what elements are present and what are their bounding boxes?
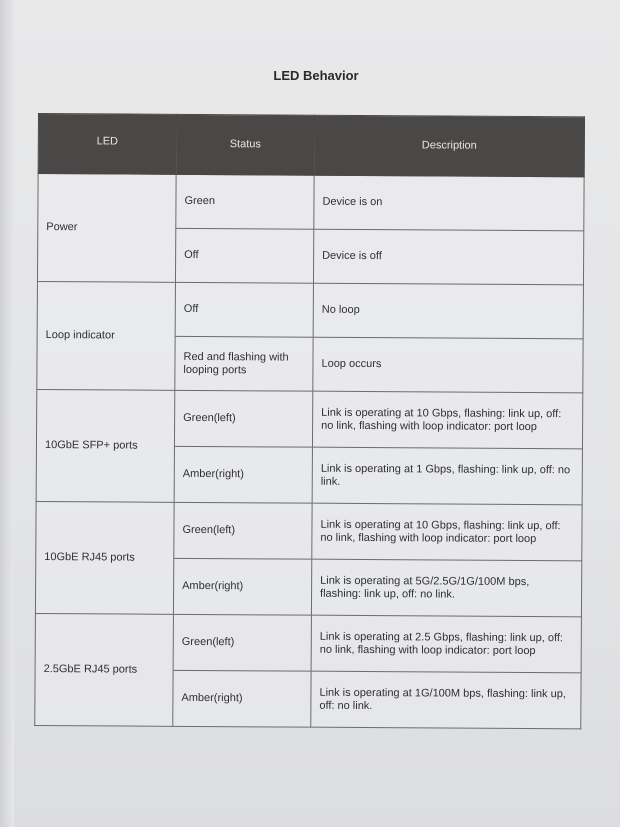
status-cell: Amber(right) bbox=[174, 446, 312, 503]
table-row bbox=[35, 613, 581, 672]
description-cell: Link is operating at 1G/100M bps, flashing: link up, off: no link. bbox=[311, 671, 581, 729]
led-name-power: Power bbox=[37, 174, 176, 283]
page-edge bbox=[0, 0, 14, 827]
table-header-row bbox=[38, 114, 584, 177]
description-cell: Link is operating at 5G/2.5G/1G/100M bps, flashing: link up, off: no link. bbox=[311, 559, 581, 617]
description-cell: Link is operating at 1 Gbps, flashing: link up, off: no link. bbox=[312, 447, 582, 505]
table-row bbox=[38, 174, 584, 231]
page-title: LED Behavior bbox=[273, 68, 359, 83]
description-cell: Loop occurs bbox=[313, 337, 583, 393]
header-status: Status bbox=[176, 114, 314, 175]
status-cell: Green(left) bbox=[174, 502, 312, 559]
status-cell: Off bbox=[175, 282, 313, 337]
table-row bbox=[36, 389, 582, 448]
table-row bbox=[36, 501, 582, 560]
status-cell: Amber(right) bbox=[173, 558, 311, 615]
description-cell: Device is off bbox=[313, 229, 583, 285]
description-cell: Link is operating at 2.5 Gbps, flashing: link up, off: no link, flashing with loop indicator: port loop bbox=[311, 615, 581, 673]
led-behavior-table bbox=[34, 113, 585, 729]
led-name-loop-indicator: Loop indicator bbox=[37, 281, 176, 390]
led-name-2-5gbe-rj45: 2.5GbE RJ45 ports bbox=[35, 613, 174, 726]
description-cell: Link is operating at 10 Gbps, flashing: link up, off: no link, flashing with loop indicator: port loop bbox=[312, 503, 582, 561]
status-cell: Red and flashing with looping ports bbox=[175, 336, 313, 391]
description-cell: No loop bbox=[313, 283, 583, 339]
table-row bbox=[37, 281, 583, 338]
header-led: LED bbox=[38, 114, 176, 175]
led-name-10gbe-sfp: 10GbE SFP+ ports bbox=[36, 389, 175, 502]
status-cell: Green(left) bbox=[173, 614, 311, 671]
status-cell: Green(left) bbox=[174, 390, 312, 447]
description-cell: Device is on bbox=[314, 175, 584, 231]
led-name-10gbe-rj45: 10GbE RJ45 ports bbox=[35, 501, 174, 614]
description-cell: Link is operating at 10 Gbps, flashing: link up, off: no link, flashing with loop indicator: port loop bbox=[312, 391, 582, 449]
header-description: Description bbox=[314, 115, 584, 177]
status-cell: Off bbox=[175, 228, 313, 283]
status-cell: Green bbox=[176, 174, 314, 229]
status-cell: Amber(right) bbox=[173, 670, 311, 727]
